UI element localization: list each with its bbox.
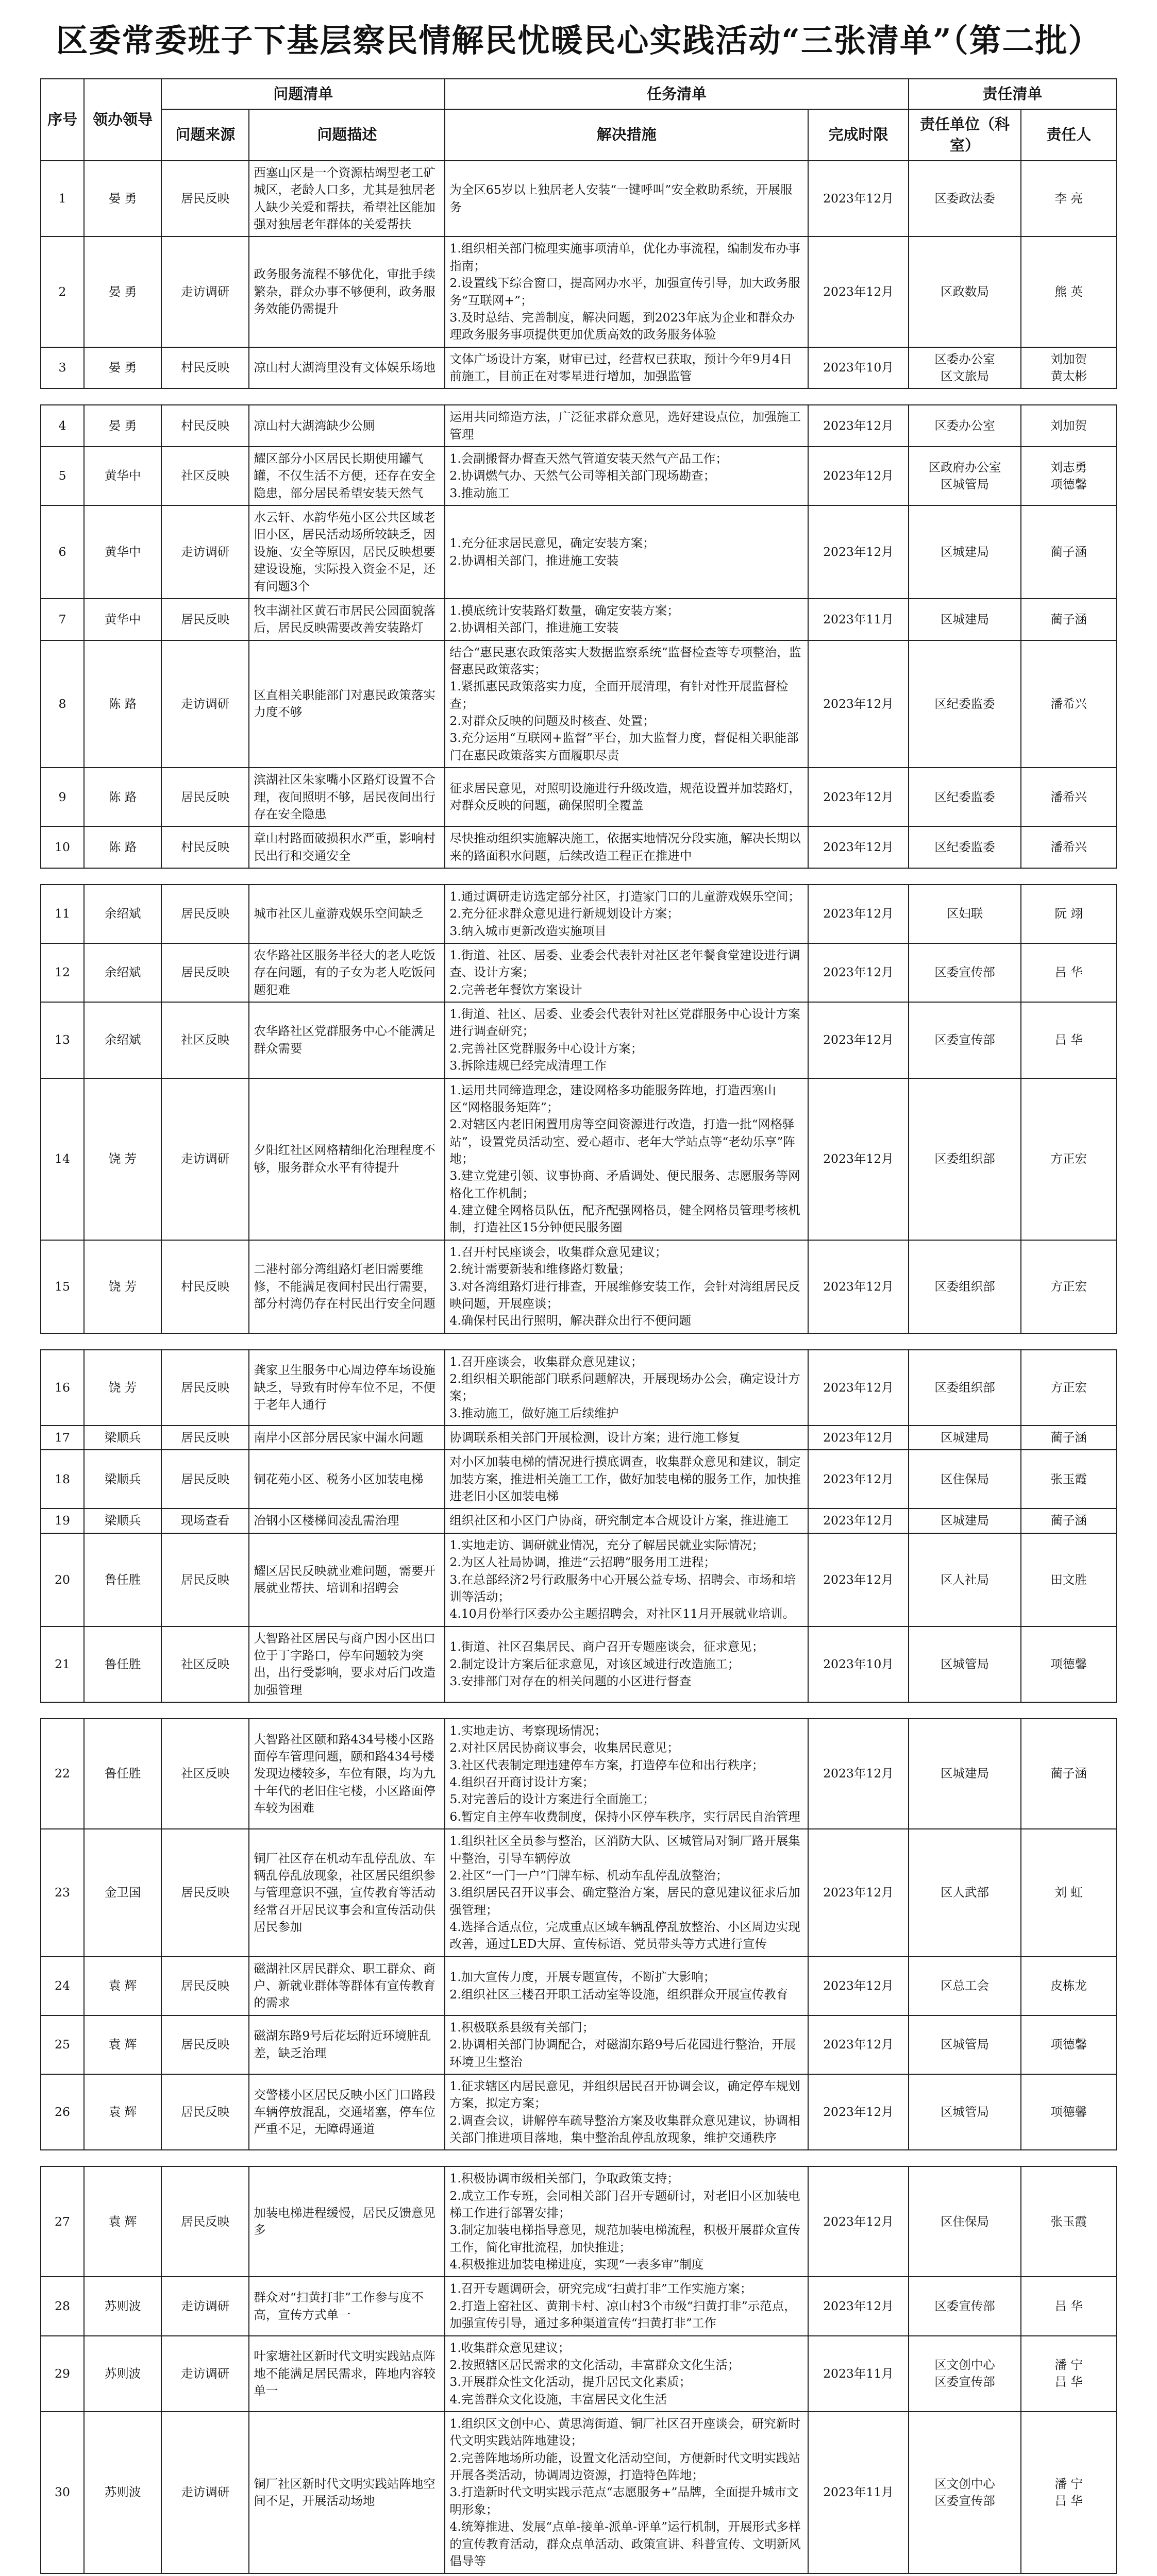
cell-source: 村民反映 [161,826,249,868]
cell-leader: 袁 辉 [84,1957,161,2015]
cell-person: 熊 英 [1021,236,1116,347]
cell-seq: 9 [41,768,84,826]
cell-leader: 陈 路 [84,768,161,826]
cell-source: 居民反映 [161,161,249,236]
cell-deadline: 2023年12月 [808,885,908,943]
cell-person: 潘希兴 [1021,768,1116,826]
cell-seq: 26 [41,2074,84,2150]
cell-desc: 龚家卫生服务中心周边停车场设施缺乏，导致有时停车位不足，不便于老年人通行 [249,1350,445,1426]
header-problem-list: 问题清单 [161,79,445,109]
cell-deadline: 2023年12月 [808,161,908,236]
cell-unit: 区住保局 [909,2166,1021,2277]
table-row [41,447,1116,505]
cell-desc: 章山村路面破损积水严重，影响村民出行和交通安全 [249,826,445,868]
cell-desc: 政务服务流程不够优化，审批手续繁杂，群众办事不够便利，政务服务效能仍需提升 [249,236,445,347]
cell-person: 吕 华 [1021,2277,1116,2335]
table-row [41,1509,1116,1533]
cell-deadline: 2023年12月 [808,1829,908,1957]
document-title: 区委常委班子下基层察民情解民忧暖民心实践活动“三张清单”（第二批） [56,22,1101,59]
cell-seq: 1 [41,161,84,236]
cell-desc: 磁湖东路9号后花坛附近环境脏乱差，缺乏治理 [249,2015,445,2074]
cell-person: 吕 华 [1021,943,1116,1002]
cell-desc: 滨湖社区朱家嘴小区路灯设置不合理，夜间照明不够，居民夜间出行存在安全隐患 [249,768,445,826]
cell-leader: 袁 辉 [84,2074,161,2150]
cell-measures: 1.街道、社区召集居民、商户召开专题座谈会，征求意见； 2.制定设计方案后征求意见，对该区域进行改造施工； 3.安排部门对存在的相关问题的小区进行督查 [445,1626,808,1702]
cell-deadline: 2023年11月 [808,2336,908,2412]
cell-unit: 区政数局 [909,236,1021,347]
table-row [41,1626,1116,1702]
cell-measures: 1.街道、社区、居委、业委会代表针对社区老年餐食堂建设进行调查、设计方案； 2.完善老年餐饮方案设计 [445,943,808,1002]
cell-person: 李 亮 [1021,161,1116,236]
cell-person: 方正宏 [1021,1078,1116,1240]
cell-desc: 农华路社区服务半径大的老人吃饭存在问题，有的子女为老人吃饭问题犯难 [249,943,445,1002]
cell-desc: 二港村部分湾组路灯老旧需要维修，不能满足夜间村民出行需要，部分村湾仍存在村民出行安全问题 [249,1240,445,1333]
cell-desc: 牧丰湖社区黄石市居民公园面貌落后，居民反映需要改善安装路灯 [249,599,445,640]
cell-unit: 区政府办公室 区城管局 [909,447,1021,505]
cell-leader: 袁 辉 [84,2166,161,2277]
cell-deadline: 2023年12月 [808,640,908,768]
cell-seq: 14 [41,1078,84,1240]
cell-measures: 1.召开村民座谈会，收集群众意见建议； 2.统计需要新装和维修路灯数量； 3.对各湾组路灯进行排查，开展维修安装工作，会针对湾组居民反映问题，开展座谈； 4.确保村民出行照明，解决群众出行不便问题 [445,1240,808,1333]
cell-leader: 梁顺兵 [84,1450,161,1509]
cell-measures: 1.会副搬督办督查天然气管道安装天然气产品工作； 2.协调燃气办、天然气公司等相关部门现场勘查； 3.推动施工 [445,447,808,505]
cell-leader: 苏则波 [84,2336,161,2412]
cell-measures: 1.加大宣传力度，开展专题宣传，不断扩大影响； 2.组织社区三楼召开职工活动室等设施，组织群众开展宣传教育 [445,1957,808,2015]
header-unit: 责任单位（科室） [909,109,1021,161]
cell-person: 潘希兴 [1021,826,1116,868]
table-row [41,2015,1116,2074]
header-deadline: 完成时限 [808,109,908,161]
table-row [41,1450,1116,1509]
cell-source: 居民反映 [161,943,249,1002]
cell-leader: 晏 勇 [84,236,161,347]
cell-unit: 区人社局 [909,1533,1021,1626]
cell-unit: 区城管局 [909,2074,1021,2150]
table-row [41,236,1116,347]
cell-unit: 区城建局 [909,599,1021,640]
cell-unit: 区委办公室 [909,405,1021,447]
page-break-gap [41,1702,1116,1719]
cell-deadline: 2023年12月 [808,1002,908,1078]
cell-person: 阮 翊 [1021,885,1116,943]
table-row [41,347,1116,389]
cell-desc: 铜厂社区新时代文明实践站阵地空间不足，开展活动场地 [249,2412,445,2573]
cell-unit: 区委宣传部 [909,943,1021,1002]
cell-source: 居民反映 [161,1426,249,1450]
cell-deadline: 2023年11月 [808,2412,908,2573]
table-row [41,943,1116,1002]
cell-measures: 文体广场设计方案，财审已过，经营权已获取，预计今年9月4日前施工，目前正在对零星进行增加，加强监管 [445,347,808,389]
cell-seq: 22 [41,1719,84,1829]
cell-desc: 城市社区儿童游戏娱乐空间缺乏 [249,885,445,943]
table-row [41,2166,1116,2277]
cell-unit: 区城管局 [909,1626,1021,1702]
cell-deadline: 2023年12月 [808,1533,908,1626]
cell-seq: 3 [41,347,84,389]
header-seq: 序号 [41,79,84,161]
cell-deadline: 2023年12月 [808,405,908,447]
cell-leader: 苏则波 [84,2277,161,2335]
table-row [41,1719,1116,1829]
cell-unit: 区纪委监委 [909,640,1021,768]
table-row [41,1240,1116,1333]
cell-source: 居民反映 [161,599,249,640]
cell-measures: 1.摸底统计安装路灯数量，确定安装方案； 2.协调相关部门，推进施工安装 [445,599,808,640]
cell-measures: 1.通过调研走访选定部分社区，打造家门口的儿童游戏娱乐空间； 2.充分征求群众意见进行新规划设计方案； 3.纳入城市更新改造实施项目 [445,885,808,943]
cell-source: 社区反映 [161,1002,249,1078]
cell-seq: 19 [41,1509,84,1533]
cell-leader: 余绍斌 [84,885,161,943]
cell-desc: 大智路社区颐和路434号楼小区路面停车管理问题，颐和路434号楼发现边楼较多，车位有限，均为九十年代的老旧住宅楼，小区路面停车较为困难 [249,1719,445,1829]
cell-person: 项德馨 [1021,2015,1116,2074]
cell-deadline: 2023年12月 [808,2166,908,2277]
cell-source: 村民反映 [161,347,249,389]
table-row [41,599,1116,640]
cell-seq: 21 [41,1626,84,1702]
cell-person: 项德馨 [1021,2074,1116,2150]
cell-deadline: 2023年12月 [808,1957,908,2015]
cell-deadline: 2023年12月 [808,236,908,347]
cell-seq: 29 [41,2336,84,2412]
header-person: 责任人 [1021,109,1116,161]
cell-measures: 1.组织区文创中心、黄思湾街道、铜厂社区召开座谈会，研究新时代文明实践站阵地建设； 2.完善阵地场所功能，设置文化活动空间，方便新时代文明实践站开展各类活动，协调周边资源，打造特色阵地； 3.打造新时代文明实践示范点“志愿服务+”品牌，全面提升城市文明形象； 4.统筹推进、发展“点单-接单-派单-评单”运行机制，开展形式多样的宣传教育活动，群众点单活动、政策宣讲、科普宣传、文明新风倡导等 [445,2412,808,2573]
cell-seq: 6 [41,505,84,599]
cell-measures: 1.召开专题调研会，研究完成“扫黄打非”工作实施方案； 2.打造上窑社区、黄荆卡村、凉山村3个市级“扫黄打非”示范点，加强宣传引导，通过多种渠道宣传“扫黄打非”工作 [445,2277,808,2335]
cell-deadline: 2023年12月 [808,2277,908,2335]
cell-unit: 区城建局 [909,1719,1021,1829]
header-leader: 领办领导 [84,79,161,161]
cell-deadline: 2023年12月 [808,1450,908,1509]
cell-deadline: 2023年12月 [808,826,908,868]
cell-leader: 晏 勇 [84,161,161,236]
cell-source: 居民反映 [161,2015,249,2074]
cell-unit: 区人武部 [909,1829,1021,1957]
gap-cell [41,1333,1116,1350]
cell-deadline: 2023年12月 [808,1719,908,1829]
cell-source: 居民反映 [161,1829,249,1957]
cell-leader: 余绍斌 [84,943,161,1002]
cell-measures: 1.召开座谈会，收集群众意见建议； 2.组织相关职能部门联系问题解决，开展现场办公会，确定设计方案； 3.推动施工，做好施工后续维护 [445,1350,808,1426]
table-row [41,161,1116,236]
cell-desc: 铜花苑小区、税务小区加装电梯 [249,1450,445,1509]
cell-unit: 区妇联 [909,885,1021,943]
cell-measures: 结合“惠民惠农政策落实大数据监察系统”监督检查等专项整治，监督惠民政策落实； 1.紧抓惠民政策落实力度，全面开展清理，有针对性开展监督检查； 2.对群众反映的问题及时核查、处置； 3.充分运用“互联网+监督”平台，加大监督力度，督促相关职能部门在惠民政策落实方面履职尽责 [445,640,808,768]
cell-unit: 区委办公室 区文旅局 [909,347,1021,389]
table-row [41,2412,1116,2573]
cell-person: 蔺子涵 [1021,599,1116,640]
cell-person: 刘加贺 [1021,405,1116,447]
table-row [41,2336,1116,2412]
table-row [41,826,1116,868]
cell-seq: 20 [41,1533,84,1626]
cell-seq: 25 [41,2015,84,2074]
table-row [41,1350,1116,1426]
cell-unit: 区委宣传部 [909,2277,1021,2335]
cell-leader: 黄华中 [84,599,161,640]
cell-source: 村民反映 [161,1240,249,1333]
cell-deadline: 2023年12月 [808,1240,908,1333]
cell-unit: 区委组织部 [909,1350,1021,1426]
cell-person: 蔺子涵 [1021,1509,1116,1533]
cell-source: 社区反映 [161,447,249,505]
table-row [41,1002,1116,1078]
cell-leader: 黄华中 [84,505,161,599]
cell-seq: 30 [41,2412,84,2573]
cell-measures: 组织社区和小区门户协商，研究制定本合规设计方案，推进施工 [445,1509,808,1533]
cell-person: 潘 宁 吕 华 [1021,2412,1116,2573]
cell-seq: 28 [41,2277,84,2335]
cell-leader: 晏 勇 [84,405,161,447]
cell-leader: 金卫国 [84,1829,161,1957]
cell-source: 走访调研 [161,2412,249,2573]
cell-source: 社区反映 [161,1719,249,1829]
cell-deadline: 2023年12月 [808,1426,908,1450]
cell-deadline: 2023年10月 [808,347,908,389]
cell-leader: 鲁任胜 [84,1626,161,1702]
cell-desc: 耀区居民反映就业难问题，需要开展就业帮扶、培训和招聘会 [249,1533,445,1626]
cell-leader: 苏则波 [84,2412,161,2573]
page-break-gap [41,1333,1116,1350]
cell-unit: 区文创中心 区委宣传部 [909,2412,1021,2573]
cell-desc: 水云轩、水韵华苑小区公共区域老旧小区，居民活动场所较缺乏，因设施、安全等原因，居民反映想要建设设施，实际投入资金不足，还有问题3个 [249,505,445,599]
cell-person: 田文胜 [1021,1533,1116,1626]
cell-measures: 1.积极协调市级相关部门，争取政策支持； 2.成立工作专班，会同相关部门召开专题研讨，对老旧小区加装电梯工作进行部署安排； 3.制定加装电梯指导意见，规范加装电梯流程，积极开展群众宣传工作，简化审批流程，加快推进； 4.积极推进加装电梯进度，实现“一表多审”制度 [445,2166,808,2277]
cell-leader: 晏 勇 [84,347,161,389]
cell-leader: 鲁任胜 [84,1533,161,1626]
cell-desc: 夕阳红社区网格精细化治理程度不够，服务群众水平有待提升 [249,1078,445,1240]
cell-deadline: 2023年12月 [808,1078,908,1240]
cell-deadline: 2023年12月 [808,447,908,505]
gap-cell [41,388,1116,405]
cell-seq: 13 [41,1002,84,1078]
cell-seq: 24 [41,1957,84,2015]
cell-measures: 1.征求辖区内居民意见，并组织居民召开协调会议，确定停车规划方案，拟定方案； 2.调查会议，讲解停车疏导整治方案及收集群众意见建议，协调相关部门推进项目落地，集中整治乱停乱放现象，维护交通秩序 [445,2074,808,2150]
table-row [41,640,1116,768]
cell-unit: 区委组织部 [909,1078,1021,1240]
cell-measures: 1.实地走访、调研就业情况，充分了解居民就业实际情况； 2.为区人社局协调，推进“云招聘”服务用工进程； 3.在总部经济2号行政服务中心开展公益专场、招聘会、市场和培训等活动； 4.10月份举行区委办公主题招聘会，对社区11月开展就业培训。 [445,1533,808,1626]
cell-leader: 袁 辉 [84,2015,161,2074]
header-task-list: 任务清单 [445,79,908,109]
table-row [41,1533,1116,1626]
cell-desc: 冶钢小区楼梯间凌乱需治理 [249,1509,445,1533]
cell-measures: 1.组织相关部门梳理实施事项清单，优化办事流程，编制发布办事指南； 2.设置线下综合窗口，提高网办水平，加强宣传引导，加大政务服务“互联网+”； 3.及时总结、完善制度，解决问题，到2023年底为企业和群众办理政务服务事项提供更加优质高效的政务服务体验 [445,236,808,347]
gap-cell [41,2150,1116,2166]
gap-cell [41,868,1116,885]
cell-measures: 1.充分征求居民意见，确定安装方案； 2.协调相关部门，推进施工安装 [445,505,808,599]
cell-desc: 西塞山区是一个资源枯竭型老工矿城区，老龄人口多，尤其是独居老人缺少关爱和帮扶，希望社区能加强对独居老年群体的关爱帮扶 [249,161,445,236]
cell-seq: 8 [41,640,84,768]
cell-source: 走访调研 [161,640,249,768]
header-measures: 解决措施 [445,109,808,161]
cell-desc: 群众对“扫黄打非”工作参与度不高，宣传方式单一 [249,2277,445,2335]
cell-unit: 区城建局 [909,505,1021,599]
cell-source: 居民反映 [161,2166,249,2277]
cell-source: 走访调研 [161,2277,249,2335]
cell-leader: 陈 路 [84,826,161,868]
task-list-table [40,78,1117,2574]
table-row [41,505,1116,599]
cell-leader: 梁顺兵 [84,1426,161,1450]
table-row [41,1426,1116,1450]
cell-source: 居民反映 [161,1957,249,2015]
cell-person: 方正宏 [1021,1240,1116,1333]
cell-unit: 区城建局 [909,1509,1021,1533]
cell-source: 走访调研 [161,505,249,599]
cell-source: 居民反映 [161,1450,249,1509]
cell-desc: 区直相关职能部门对惠民政策落实力度不够 [249,640,445,768]
table-row [41,1957,1116,2015]
cell-desc: 大智路社区居民与商户因小区出口位于丁字路口，停车问题较为突出，出行受影响，要求对后门改造加强管理 [249,1626,445,1702]
cell-leader: 黄华中 [84,447,161,505]
cell-person: 刘 虹 [1021,1829,1116,1957]
cell-person: 潘 宁 吕 华 [1021,2336,1116,2412]
cell-seq: 27 [41,2166,84,2277]
cell-deadline: 2023年12月 [808,505,908,599]
cell-seq: 18 [41,1450,84,1509]
cell-source: 走访调研 [161,236,249,347]
cell-seq: 2 [41,236,84,347]
cell-desc: 叶家塘社区新时代文明实践站点阵地不能满足居民需求，阵地内容较单一 [249,2336,445,2412]
cell-source: 居民反映 [161,1350,249,1426]
cell-unit: 区委宣传部 [909,1002,1021,1078]
cell-source: 社区反映 [161,1626,249,1702]
cell-person: 潘希兴 [1021,640,1116,768]
cell-measures: 尽快推动组织实施解决施工，依据实地情况分段实施，解决长期以来的路面积水问题，后续改造工程正在推进中 [445,826,808,868]
cell-seq: 11 [41,885,84,943]
cell-person: 吕 华 [1021,1002,1116,1078]
cell-measures: 1.积极联系县级有关部门； 2.协调相关部门协调配合，对磁湖东路9号后花园进行整治，开展环境卫生整治 [445,2015,808,2074]
cell-measures: 为全区65岁以上独居老人安装“一键呼叫”安全救助系统，开展服务 [445,161,808,236]
cell-deadline: 2023年10月 [808,1626,908,1702]
cell-desc: 凉山村大湖湾缺少公厕 [249,405,445,447]
cell-desc: 凉山村大湖湾里没有文体娱乐场地 [249,347,445,389]
cell-source: 居民反映 [161,2074,249,2150]
cell-source: 走访调研 [161,2336,249,2412]
cell-person: 刘志勇 项德馨 [1021,447,1116,505]
cell-desc: 耀区部分小区居民长期使用罐气罐，不仅生活不方便，还存在安全隐患，部分居民希望安装天然气 [249,447,445,505]
cell-leader: 陈 路 [84,640,161,768]
cell-desc: 磁湖社区居民群众、职工群众、商户、新就业群体等群体有宣传教育的需求 [249,1957,445,2015]
cell-person: 方正宏 [1021,1350,1116,1426]
cell-deadline: 2023年12月 [808,768,908,826]
page-break-gap [41,388,1116,405]
cell-desc: 南岸小区部分居民家中漏水问题 [249,1426,445,1450]
header-desc: 问题描述 [249,109,445,161]
cell-measures: 1.街道、社区、居委、业委会代表针对社区党群服务中心设计方案进行调查研究； 2.完善社区党群服务中心设计方案； 3.拆除违规已经完成清理工作 [445,1002,808,1078]
cell-seq: 15 [41,1240,84,1333]
gap-cell [41,1702,1116,1719]
cell-leader: 鲁任胜 [84,1719,161,1829]
page-break-gap [41,868,1116,885]
cell-seq: 23 [41,1829,84,1957]
cell-unit: 区纪委监委 [909,826,1021,868]
cell-measures: 协调联系相关部门开展检测，设计方案；进行施工修复 [445,1426,808,1450]
cell-source: 现场查看 [161,1509,249,1533]
table-row [41,768,1116,826]
cell-unit: 区总工会 [909,1957,1021,2015]
cell-person: 蔺子涵 [1021,1719,1116,1829]
cell-source: 居民反映 [161,1533,249,1626]
cell-leader: 梁顺兵 [84,1509,161,1533]
page-break-gap [41,2150,1116,2166]
table-row [41,1829,1116,1957]
cell-unit: 区纪委监委 [909,768,1021,826]
cell-source: 走访调研 [161,1078,249,1240]
cell-desc: 铜厂社区存在机动车乱停乱放、车辆乱停乱放现象，社区居民组织参与管理意识不强，宣传教育等活动经常召开居民议事会和宣传活动供居民参加 [249,1829,445,1957]
cell-seq: 12 [41,943,84,1002]
cell-source: 居民反映 [161,768,249,826]
cell-person: 张玉霞 [1021,2166,1116,2277]
cell-unit: 区委组织部 [909,1240,1021,1333]
cell-unit: 区文创中心 区委宣传部 [909,2336,1021,2412]
cell-seq: 4 [41,405,84,447]
cell-leader: 饶 芳 [84,1078,161,1240]
cell-deadline: 2023年12月 [808,1350,908,1426]
cell-source: 村民反映 [161,405,249,447]
cell-desc: 农华路社区党群服务中心不能满足群众需要 [249,1002,445,1078]
cell-leader: 余绍斌 [84,1002,161,1078]
cell-person: 刘加贺 黄太彬 [1021,347,1116,389]
cell-unit: 区委政法委 [909,161,1021,236]
cell-deadline: 2023年12月 [808,2074,908,2150]
cell-seq: 7 [41,599,84,640]
table-row [41,1078,1116,1240]
cell-desc: 交警楼小区居民反映小区门口路段车辆停放混乱，交通堵塞，停车位严重不足，无障碍通道 [249,2074,445,2150]
cell-leader: 饶 芳 [84,1350,161,1426]
cell-measures: 对小区加装电梯的情况进行摸底调查，收集群众意见和建议，制定加装方案，推进相关施工工作，做好加装电梯的服务工作，加快推进老旧小区加装电梯 [445,1450,808,1509]
cell-measures: 1.组织社区全员参与整治，区消防大队、区城管局对铜厂路开展集中整治，引导车辆停放 2.社区“一门一户”门牌车标、机动车乱停乱放整治； 3.组织居民召开议事会、确定整治方案，居民的意见建议征求后加强管理； 4.选择合适点位，完成重点区域车辆乱停乱放整治、小区周边实现改善，通过LED大屏、宣传标语、党员带头等方式进行宣传 [445,1829,808,1957]
cell-person: 项德馨 [1021,1626,1116,1702]
cell-desc: 加装电梯进程缓慢，居民反馈意见多 [249,2166,445,2277]
cell-seq: 17 [41,1426,84,1450]
cell-person: 张玉霞 [1021,1450,1116,1509]
table-row [41,2074,1116,2150]
table-row [41,405,1116,447]
cell-person: 蔺子涵 [1021,1426,1116,1450]
cell-measures: 1.运用共同缔造理念，建设网格多功能服务阵地，打造西塞山区“网格服务矩阵”； 2.对辖区内老旧闲置用房等空间资源进行改造，打造一批“网格驿站”，设置党员活动室、爱心超市、老年大学站点等“老幼乐享”阵地； 3.建立党建引领、议事协商、矛盾调处、便民服务、志愿服务等网格化工作机制； 4.建立健全网格员队伍，配齐配强网格员，健全网格员管理考核机制，打造社区15分钟便民服务圈 [445,1078,808,1240]
cell-person: 皮栋龙 [1021,1957,1116,2015]
cell-leader: 饶 芳 [84,1240,161,1333]
cell-deadline: 2023年12月 [808,2015,908,2074]
cell-measures: 1.收集群众意见建议； 2.按照辖区居民需求的文化活动，丰富群众文化生活； 3.开展群众性文化活动，提升居民文化素质； 4.完善群众文化设施，丰富居民文化生活 [445,2336,808,2412]
header-resp-list: 责任清单 [909,79,1116,109]
cell-unit: 区城管局 [909,2015,1021,2074]
cell-measures: 征求居民意见，对照明设施进行升级改造，规范设置并加装路灯，对群众反映的问题，确保照明全覆盖 [445,768,808,826]
cell-unit: 区住保局 [909,1450,1021,1509]
cell-deadline: 2023年12月 [808,943,908,1002]
cell-unit: 区城建局 [909,1426,1021,1450]
cell-measures: 1.实地走访、考察现场情况； 2.对社区居民协商议事会，收集居民意见； 3.社区代表制定理违建停车方案，打造停车位和出行秩序； 4.组织召开商讨设计方案； 5.对完善后的设计方案进行全面施工； 6.暂定自主停车收费制度，保持小区停车秩序，实行居民自治管理 [445,1719,808,1829]
cell-source: 居民反映 [161,885,249,943]
cell-seq: 16 [41,1350,84,1426]
table-row [41,885,1116,943]
cell-seq: 10 [41,826,84,868]
cell-measures: 运用共同缔造方法，广泛征求群众意见，选好建设点位，加强施工管理 [445,405,808,447]
cell-person: 蔺子涵 [1021,505,1116,599]
cell-seq: 5 [41,447,84,505]
table-body [41,161,1116,2573]
header-source: 问题来源 [161,109,249,161]
cell-deadline: 2023年12月 [808,1509,908,1533]
cell-deadline: 2023年11月 [808,599,908,640]
table-row [41,2277,1116,2335]
